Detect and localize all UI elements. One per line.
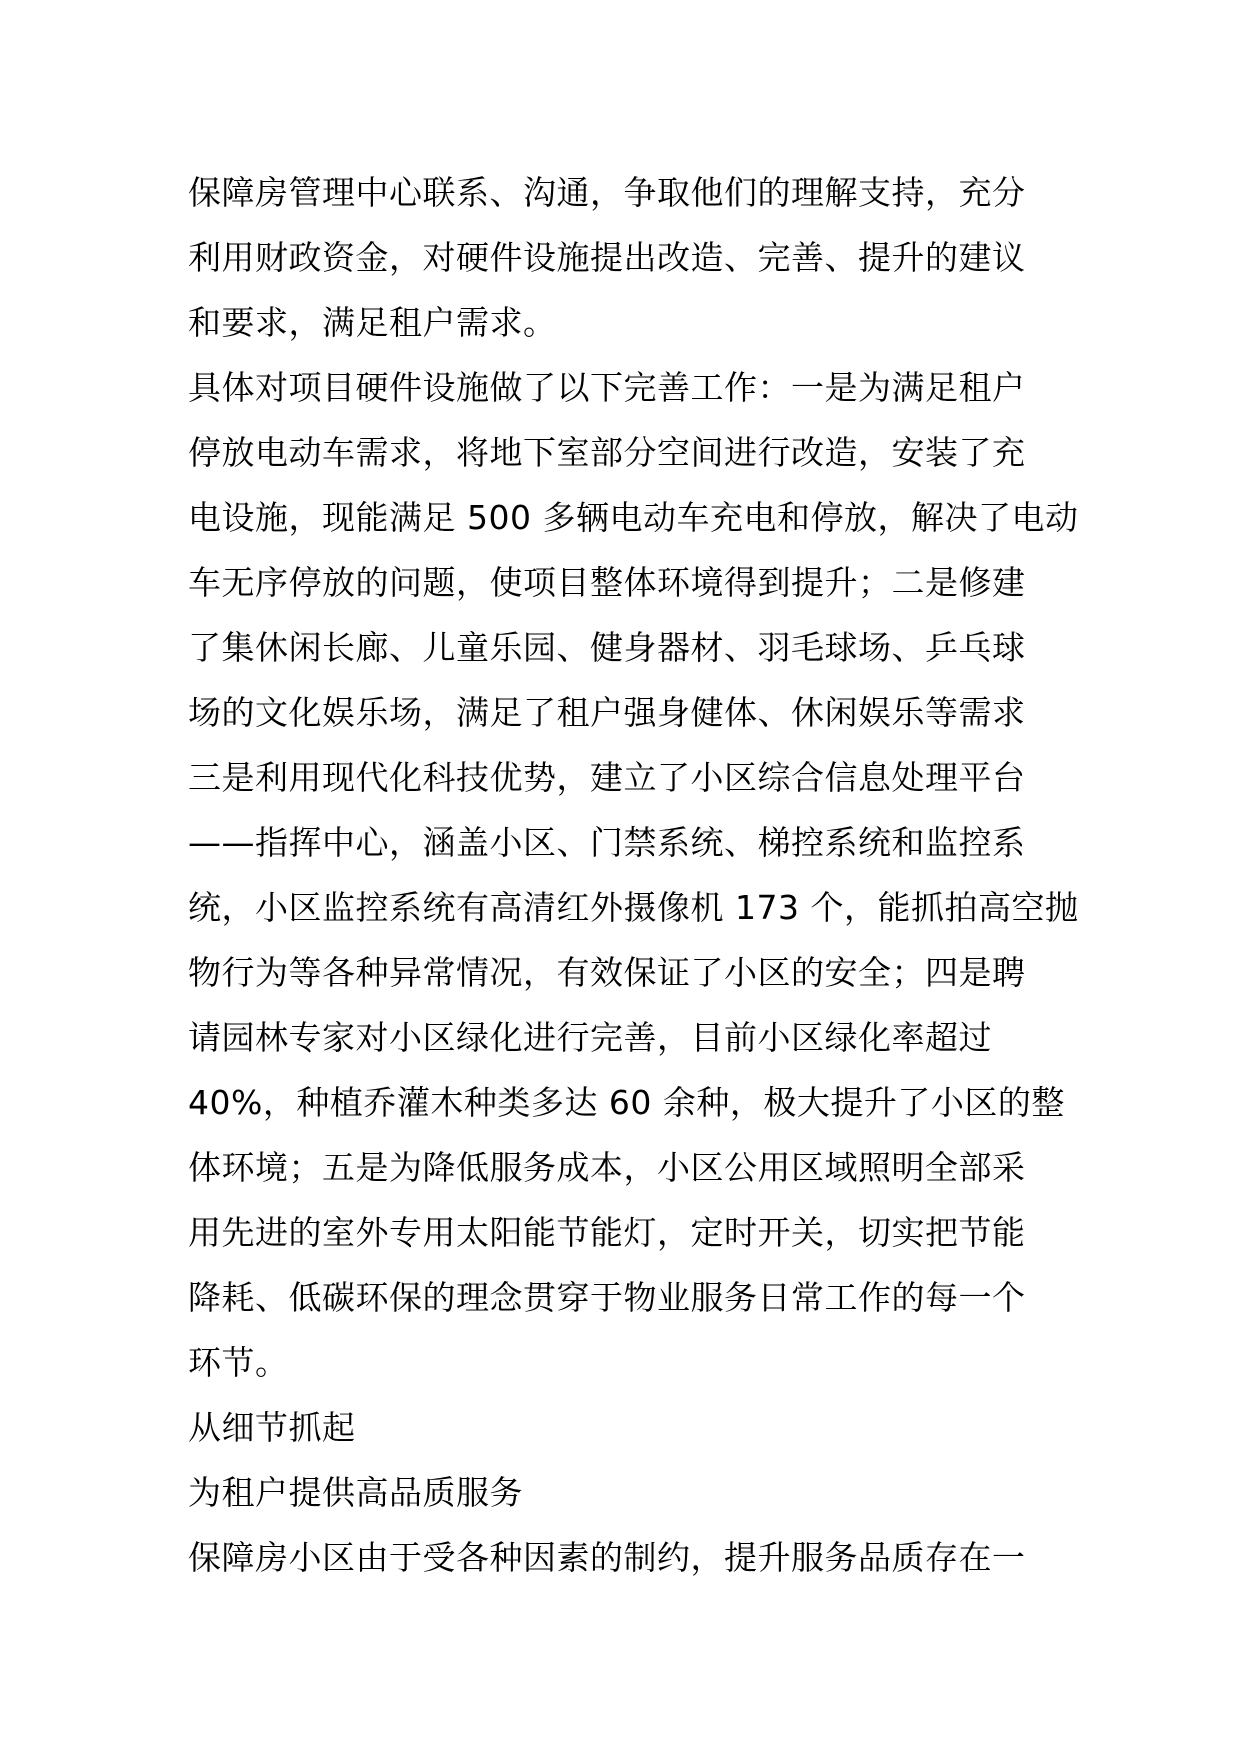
text-line: 三是利用现代化科技优势，建立了小区综合信息处理平台 <box>188 758 1026 797</box>
document-body <box>188 160 1079 1590</box>
text-line: 具体对项目硬件设施做了以下完善工作：一是为满足租户 <box>188 368 1026 407</box>
text-line: 场的文化娱乐场，满足了租户强身健体、休闲娱乐等需求 <box>188 693 1026 732</box>
text-line: 请园林专家对小区绿化进行完善，目前小区绿化率超过 <box>188 1018 992 1057</box>
paragraph-hardware-improvements <box>188 355 1079 1395</box>
text-line: 体环境；五是为降低服务成本，小区公用区域照明全部采 <box>188 1148 1026 1187</box>
text-line: 40%，种植乔灌木种类多达 60 余种，极大提升了小区的整 <box>188 1083 1065 1122</box>
text-line: 统，小区监控系统有高清红外摄像机 173 个，能抓拍高空抛 <box>188 888 1079 927</box>
text-line: 停放电动车需求，将地下室部分空间进行改造，安装了充 <box>188 433 1026 472</box>
text-line: 电设施，现能满足 500 多辆电动车充电和停放，解决了电动 <box>188 498 1079 537</box>
text-line: 和要求，满足租户需求。 <box>188 303 557 342</box>
text-line: ——指挥中心，涵盖小区、门禁系统、梯控系统和监控系 <box>188 823 1026 862</box>
text-line: 利用财政资金，对硬件设施提出改造、完善、提升的建议 <box>188 238 1026 277</box>
paragraph-hardware-intro <box>188 160 1068 355</box>
text-line: 降耗、低碳环保的理念贯穿于物业服务日常工作的每一个 <box>188 1278 1026 1317</box>
text-line: 保障房管理中心联系、沟通，争取他们的理解支持，充分 <box>188 173 1026 212</box>
text-line: 保障房小区由于受各种因素的制约，提升服务品质存在一 <box>188 1538 1026 1577</box>
text-line: 环节。 <box>188 1343 289 1382</box>
text-line: 了集休闲长廊、儿童乐园、健身器材、羽毛球场、乒乓球 <box>188 628 1026 667</box>
text-line: 用先进的室外专用太阳能节能灯，定时开关，切实把节能 <box>188 1213 1026 1252</box>
text-line: 车无序停放的问题，使项目整体环境得到提升；二是修建 <box>188 563 1026 602</box>
section-subheading: 为租户提供高品质服务 <box>188 1473 523 1512</box>
text-line: 物行为等各种异常情况，有效保证了小区的安全；四是聘 <box>188 953 1026 992</box>
paragraph-service-quality <box>188 1525 1068 1590</box>
section-heading: 从细节抓起 <box>188 1408 356 1447</box>
